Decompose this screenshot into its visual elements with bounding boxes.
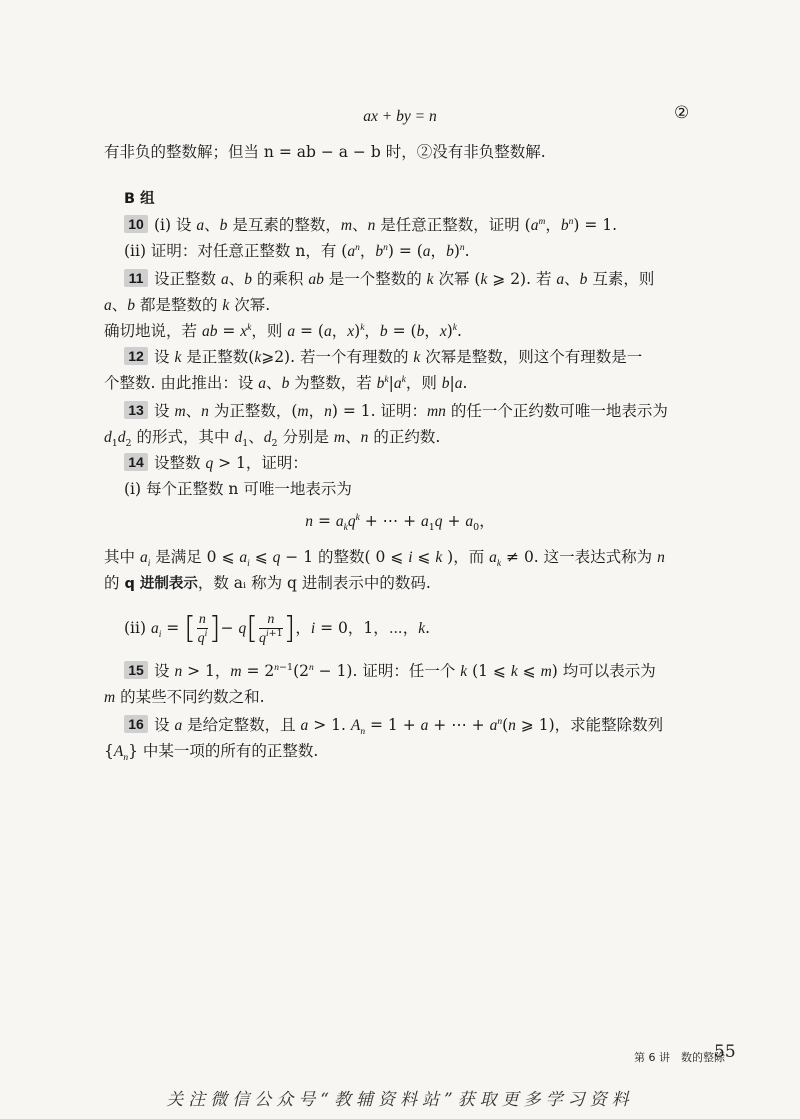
problem-14-part-ii: (ii) $a_i$ = [ $\frac{n}{q^i}$ ]− q[ $\frac{n}{q^{i+1}}$ ]，i = 0，1，⋯，k. — [124, 611, 431, 646]
section-title: B 组 — [124, 191, 155, 207]
problem-12-line-2: 个整数. 由此推出：设 a、b 为整数，若 $b^k|a^k$，则 b|a. — [104, 374, 468, 392]
problem-10-line-1: 10 (i) 设 a、b 是互素的整数，m、n 是任意正整数，证明 ($a^m$，$b^n) = 1$. — [124, 214, 724, 237]
problem-10-line-2: (ii) 证明：对任意正整数 n，有 ($a^n$，$b^n) = (a$，b)$^n$. — [124, 242, 470, 260]
problem-11-line-2: a、b 都是整数的 k 次幂. — [104, 296, 271, 314]
problem-16-line-1: 16 设 a 是给定整数，且 a > 1. $A_n = 1 + a$ + ⋯ + $a^n(n$ ⩾ 1)，求能整除数列 — [124, 714, 724, 737]
problem-16-line-2: $\{A_n\}$ 中某一项的所有的正整数. — [104, 742, 319, 764]
problem-12-line-1: 12 设 k 是正整数(k⩾2). 若一个有理数的 k 次幂是整数，则这个有理数是一 — [124, 346, 724, 369]
equation-2-number: ② — [674, 103, 690, 123]
continuation-line: 有非负的整数解；但当 n = ab − a − b 时，②没有非负整数解. — [104, 143, 546, 161]
problem-13-number: 13 — [124, 401, 148, 419]
footer-chapter: 第 6 讲 数的整除 — [634, 1051, 725, 1064]
problem-15-line-1: 15 设 n > 1，$m = 2^{n-1}(2^n - 1)$. 证明：任一个 k (1 ⩽ k ⩽ m) 均可以表示为 — [124, 660, 724, 683]
problem-14-part-i: (i) 每个正整数 n 可唯一地表示为 — [124, 480, 352, 498]
problem-13-line-2: $d_1d_2$ 的形式，其中 $d_1$、$d_2$ 分别是 m、n 的正约数. — [104, 428, 441, 450]
problem-16-number: 16 — [124, 715, 148, 733]
problem-11-line-1: 11 设正整数 a、b 的乘积 ab 是一个整数的 k 次幂 (k ⩾ 2). 若 a、b 互素，则 — [124, 268, 724, 291]
problem-11-number: 11 — [124, 269, 148, 287]
promo-text: 关注微信公众号“教辅资料站”获取更多学习资料 — [166, 1090, 634, 1110]
problem-14-number: 14 — [124, 453, 148, 471]
problem-12-number: 12 — [124, 347, 148, 365]
problem-14-line-3: 其中 $a_i$ 是满足 0 ⩽ $a_i$ ⩽ q − 1 的整数( 0 ⩽ i ⩽ k )，而 $a_k \ne 0$. 这一表达式称为 n — [104, 548, 665, 570]
problem-10-number: 10 — [124, 215, 148, 233]
page-number: 55 — [714, 1042, 736, 1062]
q-ary-term: q 进制表示 — [124, 576, 198, 592]
equation-2-formula: ax + by = n — [363, 108, 437, 125]
problem-14-expansion: $n = a_kq^k$ + ⋯ + $a_1q + a_0$， — [305, 512, 495, 534]
problem-14-line-4: 的 q 进制表示，数 aᵢ 称为 q 进制表示中的数码. — [104, 574, 431, 592]
problem-14-line-1: 14 设整数 q > 1，证明： — [124, 452, 724, 475]
problem-15-line-2: m 的某些不同约数之和. — [104, 688, 265, 706]
problem-13-line-1: 13 设 m、n 为正整数，(m，n) = 1. 证明：mn 的任一个正约数可唯一地表示为 — [124, 400, 724, 423]
problem-15-number: 15 — [124, 661, 148, 679]
problem-11-line-3: 确切地说，若 ab = $x^k$，则 a = (a，x)$^k$，b = (b，x)$^k$. — [104, 322, 462, 340]
